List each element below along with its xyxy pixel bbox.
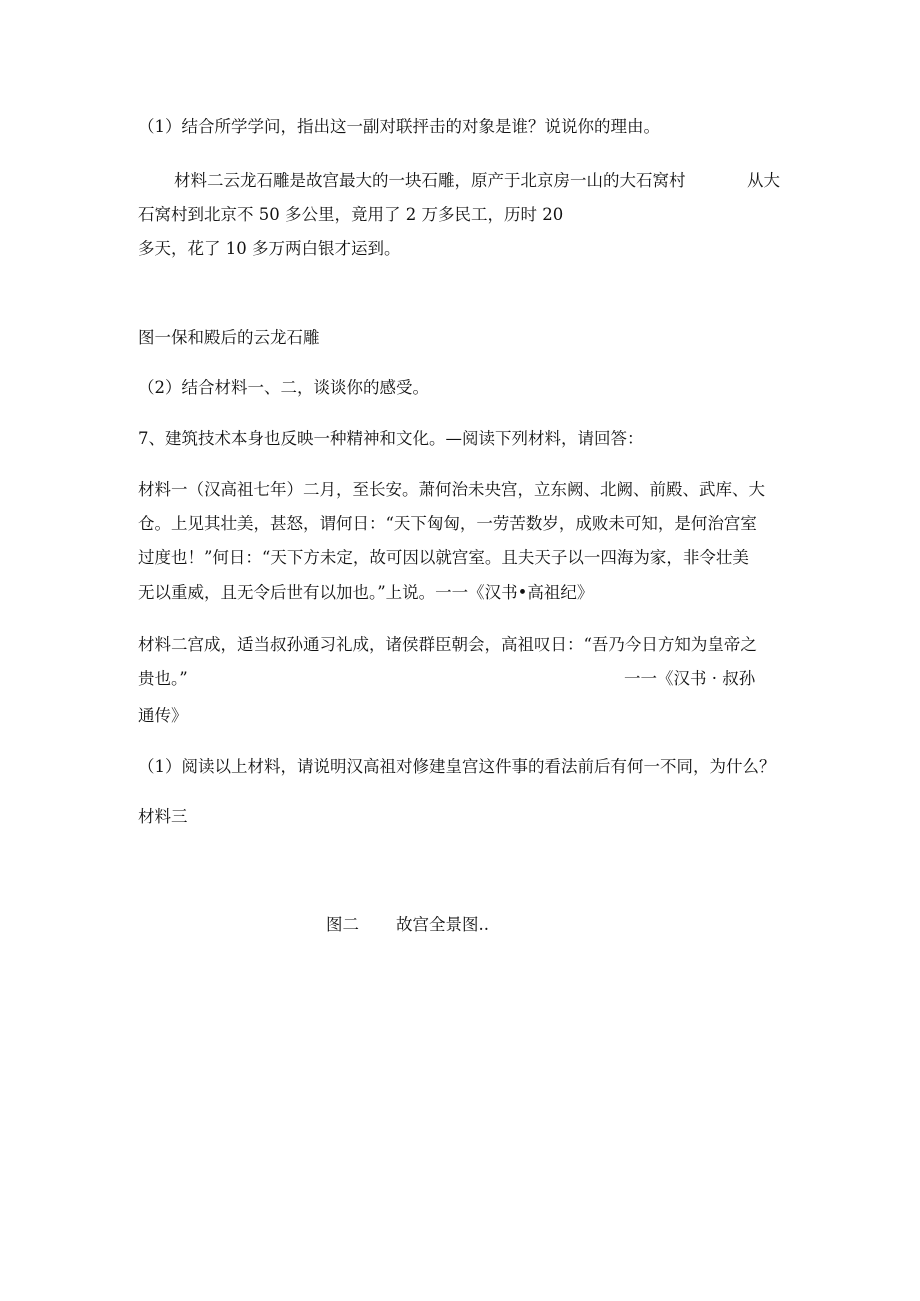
figure-1-caption: 图一保和殿后的云龙石雕 <box>138 328 320 347</box>
question-1: （1）结合所学学问，指出这一副对联抨击的对象是谁？说说你的理由。 <box>138 117 660 136</box>
material-2-line-2: 石窝村到北京不 50 多公里，竟用了 2 万多民工，历时 20 <box>138 205 564 224</box>
material-2-line-3: 多天，花了 10 多万两白银才运到。 <box>138 239 401 258</box>
han-material-1-line-3: 过度也！”何日：“天下方未定，故可因以就宫室。且夫天子以一四海为家，非令壮美 <box>138 548 749 567</box>
figure-2-label: 图二 <box>326 915 359 934</box>
material-2-line-1-end: 从大 <box>747 171 780 190</box>
question-2: （2）结合材料一、二，谈谈你的感受。 <box>138 378 429 397</box>
material-3-label: 材料三 <box>138 807 188 826</box>
question-7: 7、建筑技术本身也反映一种精神和文化。—阅读下列材料，请回答： <box>138 429 644 448</box>
han-material-2-line-2: 贵也。” <box>138 669 188 688</box>
question-7-1: （1）阅读以上材料，请说明汉高祖对修建皇宫这件事的看法前后有何一不同，为什么？ <box>138 757 776 776</box>
han-material-1-line-4: 无以重威，且无令后世有以加也。”上说。一一《汉书•高祖纪》 <box>138 583 594 602</box>
han-material-1-line-1: 材料一（汉高祖七年）二月，至长安。萧何治未央宫，立东阙、北阙、前殿、武库、大 <box>138 480 765 499</box>
figure-2-caption: 故宫全景图.. <box>396 915 489 934</box>
han-material-2-line-1: 材料二宫成，适当叔孙通习礼成，诸侯群臣朝会，高祖叹日：“吾乃今日方知为皇帝之 <box>138 635 757 654</box>
material-2-line-1: 材料二云龙石雕是故宫最大的一块石雕，原产于北京房一山的大石窝村 <box>174 171 686 190</box>
han-material-1-line-2: 仓。上见其壮美，甚怒，谓何日：“天下匈匈，一劳苦数岁，成败未可知，是何治宫室 <box>138 514 757 533</box>
han-material-2-line-3: 通传》 <box>138 706 188 725</box>
han-material-2-source: 一一《汉书 · 叔孙 <box>624 669 756 688</box>
